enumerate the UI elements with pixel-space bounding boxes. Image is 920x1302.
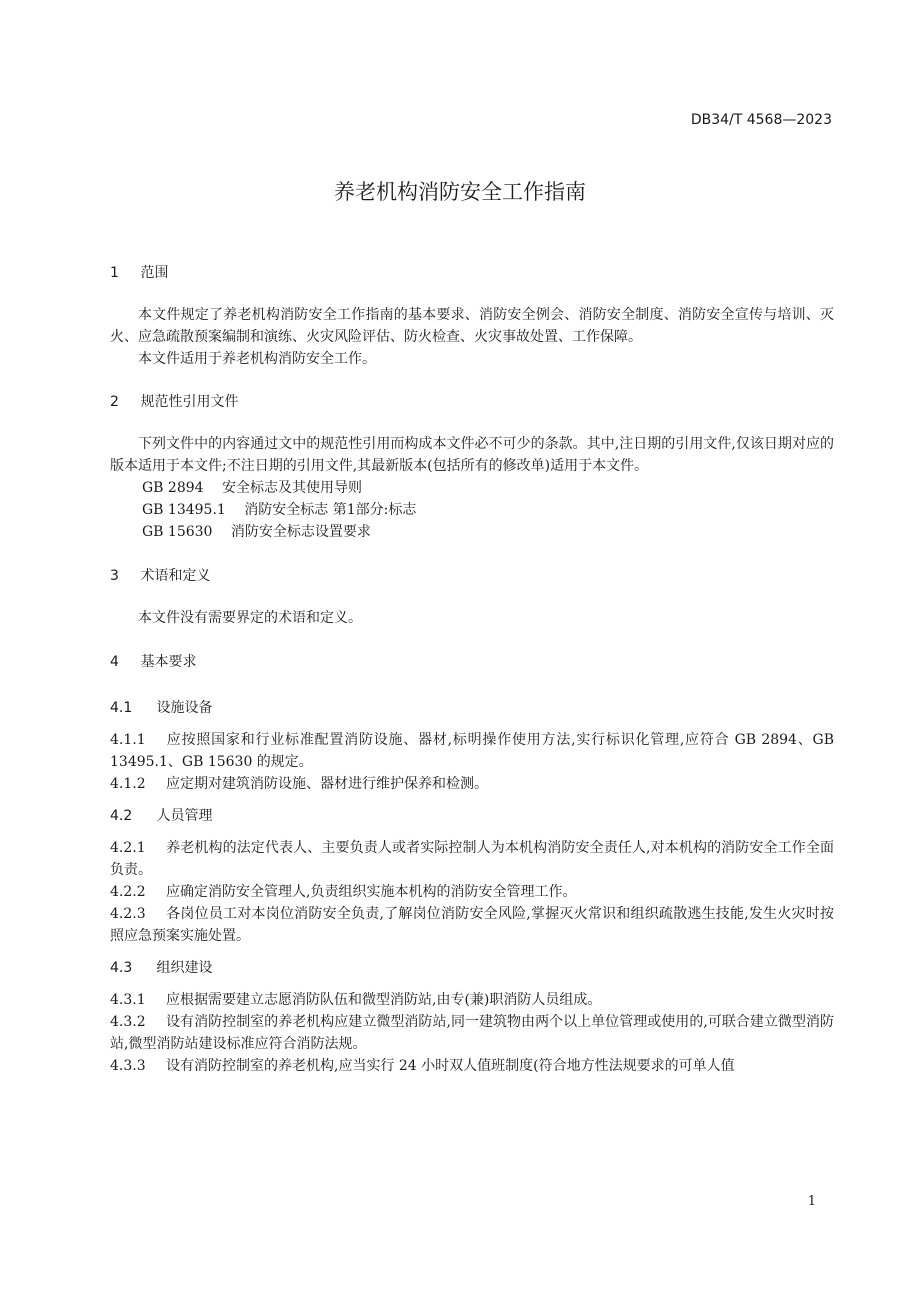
clause xyxy=(110,773,834,795)
reference-code: GB 13495.1 xyxy=(142,502,226,518)
clause-number: 4.2.1 xyxy=(110,840,146,856)
clause-number: 4.3.2 xyxy=(110,1014,146,1030)
clause-text: 各岗位员工对本岗位消防安全负责,了解岗位消防安全风险,掌握灭火常识和组织疏散逃生技能,发生火灾时按照应急预案实施处置。 xyxy=(110,906,834,944)
reference-name: 消防安全标志 第1部分:标志 xyxy=(244,502,417,518)
section-title: 术语和定义 xyxy=(140,568,211,584)
reference-item xyxy=(110,499,834,521)
section-title: 规范性引用文件 xyxy=(140,394,239,410)
section-heading xyxy=(110,262,834,284)
standard-code: DB34/T 4568—2023 xyxy=(690,112,832,128)
clause-number: 4.2.2 xyxy=(110,884,146,900)
reference-code: GB 15630 xyxy=(142,524,213,540)
reference-item xyxy=(110,521,834,543)
subsection-heading xyxy=(110,805,834,827)
subsection-title: 组织建设 xyxy=(156,960,213,976)
reference-name: 安全标志及其使用导则 xyxy=(222,480,363,496)
clause-text: 应按照国家和行业标准配置消防设施、器材,标明操作使用方法,实行标识化管理,应符合 GB 2894、GB 13495.1、GB 15630 的规定。 xyxy=(110,732,834,770)
section-title: 基本要求 xyxy=(140,654,197,670)
section-number: 4 xyxy=(110,654,119,670)
clause xyxy=(110,837,834,881)
clause-text: 应确定消防安全管理人,负责组织实施本机构的消防安全管理工作。 xyxy=(166,884,577,900)
section-number: 2 xyxy=(110,394,119,410)
document-body xyxy=(110,262,834,1077)
clause-text: 应根据需要建立志愿消防队伍和微型消防站,由专(兼)职消防人员组成。 xyxy=(166,992,602,1008)
section-heading xyxy=(110,651,834,673)
subsection-title: 人员管理 xyxy=(156,808,213,824)
clause xyxy=(110,729,834,773)
reference-name: 消防安全标志设置要求 xyxy=(230,524,371,540)
reference-code: GB 2894 xyxy=(142,480,204,496)
clause-number: 4.3.3 xyxy=(110,1058,146,1074)
subsection-heading xyxy=(110,957,834,979)
subsection-number: 4.3 xyxy=(110,960,133,976)
clause xyxy=(110,1055,834,1077)
subsection-number: 4.1 xyxy=(110,700,133,716)
subsection-number: 4.2 xyxy=(110,808,133,824)
paragraph: 本文件适用于养老机构消防安全工作。 xyxy=(138,351,376,367)
subsection-heading xyxy=(110,697,834,719)
clause xyxy=(110,881,834,903)
clause-number: 4.2.3 xyxy=(110,906,146,922)
clause-text: 设有消防控制室的养老机构,应当实行 24 小时双人值班制度(符合地方性法规要求的可单人值 xyxy=(166,1058,735,1074)
clause-text: 养老机构的法定代表人、主要负责人或者实际控制人为本机构消防安全责任人,对本机构的消防安全工作全面负责。 xyxy=(110,840,834,878)
clause-text: 设有消防控制室的养老机构应建立微型消防站,同一建筑物由两个以上单位管理或使用的,可联合建立微型消防站,微型消防站建设标准应符合消防法规。 xyxy=(110,1014,834,1052)
section-number: 1 xyxy=(110,265,119,281)
clause-number: 4.1.2 xyxy=(110,776,146,792)
page-number: 1 xyxy=(807,1194,816,1209)
section-title: 范围 xyxy=(140,265,169,281)
clause-text: 应定期对建筑消防设施、器材进行维护保养和检测。 xyxy=(166,776,488,792)
document-title: 养老机构消防安全工作指南 xyxy=(334,180,586,204)
section-number: 3 xyxy=(110,568,119,584)
paragraph: 下列文件中的内容通过文中的规范性引用而构成本文件必不可少的条款。其中,注日期的引用文件,仅该日期对应的版本适用于本文件;不注日期的引用文件,其最新版本(包括所有的修改单)适用于本文件。 xyxy=(110,436,834,474)
subsection-title: 设施设备 xyxy=(156,700,213,716)
clause xyxy=(110,1011,834,1055)
clause-number: 4.3.1 xyxy=(110,992,146,1008)
clause xyxy=(110,989,834,1011)
clause-number: 4.1.1 xyxy=(110,732,146,748)
clause xyxy=(110,903,834,947)
reference-item xyxy=(110,477,834,499)
section-heading xyxy=(110,565,834,587)
paragraph: 本文件没有需要界定的术语和定义。 xyxy=(138,610,362,626)
paragraph: 本文件规定了养老机构消防安全工作指南的基本要求、消防安全例会、消防安全制度、消防安全宣传与培训、灭火、应急疏散预案编制和演练、火灾风险评估、防火检查、火灾事故处置、工作保障。 xyxy=(110,307,834,345)
section-heading xyxy=(110,391,834,413)
